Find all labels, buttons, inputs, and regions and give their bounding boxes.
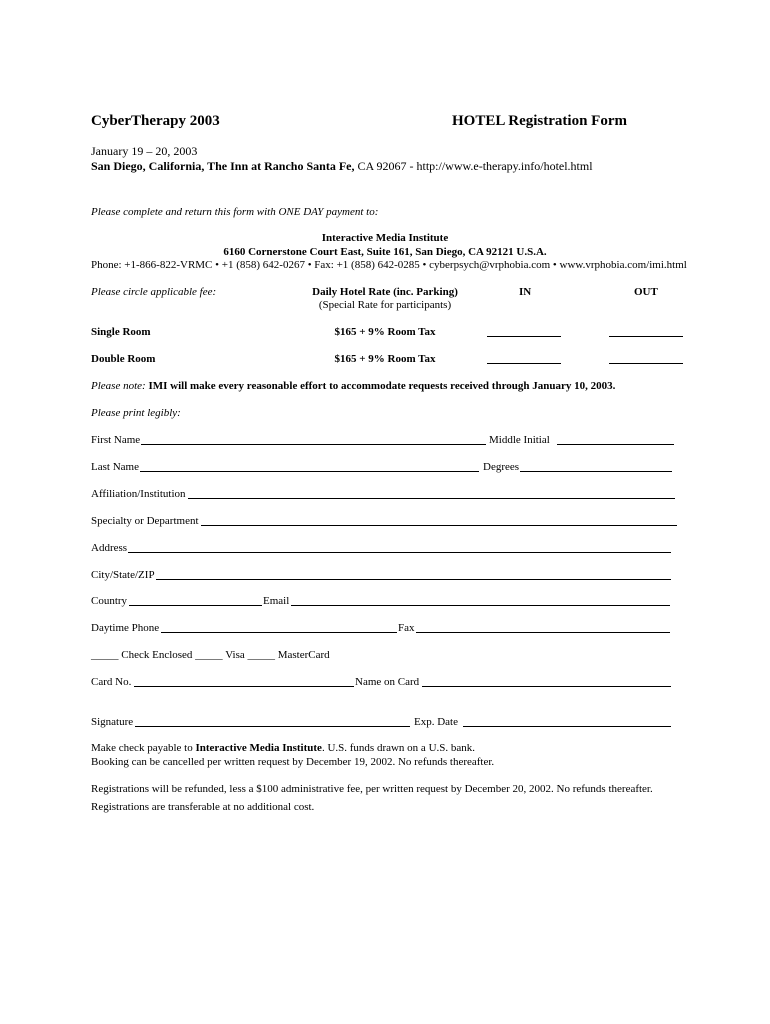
transfer-note: Registrations are transferable at no additional cost. (91, 801, 315, 813)
country-label: Country (91, 595, 128, 607)
city-field[interactable] (156, 579, 671, 580)
email-label: Email (263, 595, 290, 607)
name-on-card-label: Name on Card (355, 676, 420, 688)
exp-date-label: Exp. Date (414, 716, 458, 728)
print-legibly: Please print legibly: (91, 407, 181, 419)
room-rate[interactable]: $165 + 9% Room Tax (334, 326, 436, 338)
out-header: OUT (634, 286, 658, 298)
city-label: City/State/ZIP (91, 569, 155, 581)
degrees-label: Degrees (483, 461, 520, 473)
institute-address: 6160 Cornerstone Court East, Suite 161, San Diego, CA 92121 U.S.A. (223, 246, 547, 258)
event-title: CyberTherapy 2003 (91, 113, 220, 129)
room-type: Single Room (91, 326, 151, 338)
in-header: IN (519, 286, 532, 298)
address-field[interactable] (128, 552, 671, 553)
check-prefix: Make check payable to (91, 742, 196, 754)
last-name-field[interactable] (140, 471, 479, 472)
check-in-field[interactable] (487, 336, 561, 337)
event-dates: January 19 – 20, 2003 (91, 144, 198, 158)
fax-field[interactable] (416, 632, 670, 633)
middle-initial-label: Middle Initial (489, 434, 550, 446)
check-in-field[interactable] (487, 363, 561, 364)
location-bold: San Diego, California, The Inn at Rancho Santa Fe, (91, 159, 355, 173)
check-payable-note (91, 742, 475, 755)
signature-field[interactable] (135, 726, 410, 727)
country-field[interactable] (129, 605, 262, 606)
room-type: Double Room (91, 353, 156, 365)
first-name-field[interactable] (141, 444, 486, 445)
signature-label: Signature (91, 716, 134, 728)
refund-note: Registrations will be refunded, less a $100 administrative fee, per written request by December 20, 2002. No refunds thereafter. (91, 783, 653, 795)
email-field[interactable] (291, 605, 670, 606)
name-on-card-field[interactable] (422, 686, 671, 687)
fax-label: Fax (398, 622, 415, 634)
card-no-field[interactable] (134, 686, 354, 687)
booking-cancellation-note: Booking can be cancelled per written request by December 19, 2002. No refunds thereafter. (91, 756, 495, 768)
event-location (91, 160, 593, 173)
room-rate[interactable]: $165 + 9% Room Tax (334, 353, 436, 365)
exp-date-field[interactable] (463, 726, 671, 727)
specialty-label: Specialty or Department (91, 515, 199, 527)
rate-subheader: (Special Rate for participants) (318, 299, 452, 311)
card-no-label: Card No. (91, 676, 132, 688)
instructions: Please complete and return this form with ONE DAY payment to: (91, 206, 379, 218)
note (91, 380, 615, 393)
check-suffix: . U.S. funds drawn on a U.S. bank. (321, 742, 476, 754)
middle-initial-field[interactable] (557, 444, 674, 445)
address-label: Address (91, 542, 128, 554)
affiliation-label: Affiliation/Institution (91, 488, 186, 500)
payment-method-options[interactable]: _____ Check Enclosed _____ Visa _____ MasterCard (91, 649, 330, 661)
check-out-field[interactable] (609, 363, 683, 364)
rate-header: Daily Hotel Rate (inc. Parking) (312, 286, 458, 298)
phone-label: Daytime Phone (91, 622, 160, 634)
institute-name: Interactive Media Institute (321, 232, 449, 244)
phone-field[interactable] (161, 632, 397, 633)
note-text: IMI will make every reasonable effort to accommodate requests received through January 10, 2003. (145, 380, 616, 392)
note-label: Please note: (91, 380, 146, 392)
last-name-label: Last Name (91, 461, 139, 473)
check-out-field[interactable] (609, 336, 683, 337)
first-name-label: First Name (91, 434, 141, 446)
degrees-field[interactable] (520, 471, 672, 472)
affiliation-field[interactable] (188, 498, 675, 499)
institute-contact: Phone: +1-866-822-VRMC • +1 (858) 642-0267 • Fax: +1 (858) 642-0285 • cyberpsych@vrphobia.com • www.vrphobia.com/imi.html (91, 259, 687, 271)
location-rest: CA 92067 - http://www.e-therapy.info/hotel.html (354, 159, 593, 173)
specialty-field[interactable] (201, 525, 677, 526)
form-title: HOTEL Registration Form (452, 113, 627, 129)
fee-instructions: Please circle applicable fee: (91, 286, 217, 298)
check-payee: Interactive Media Institute (195, 742, 322, 754)
